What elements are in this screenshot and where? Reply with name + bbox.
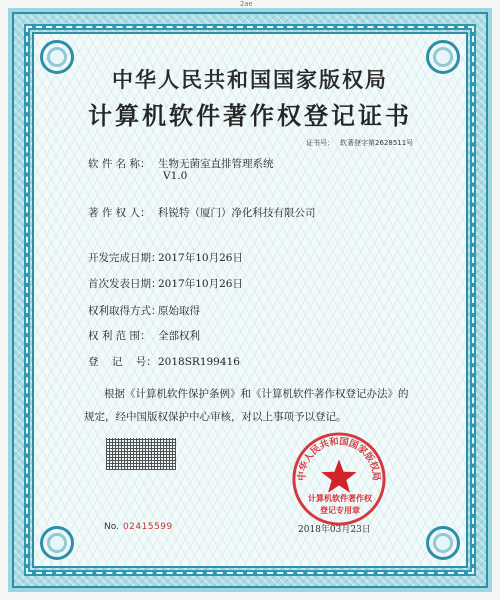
field-label: 著 作 权 人： bbox=[88, 207, 151, 219]
software-version: V1.0 bbox=[163, 170, 188, 182]
field-label: 权利取得方式： bbox=[88, 305, 162, 317]
legal-statement-line1: 根据《计算机软件保护条例》和《计算机软件著作权登记办法》的 bbox=[104, 388, 409, 400]
serial-prefix: No. bbox=[104, 522, 119, 532]
field-publication-date bbox=[88, 276, 243, 291]
field-acquisition-method bbox=[88, 303, 200, 318]
certificate-number-value: 软著登字第2628511号 bbox=[340, 139, 414, 147]
field-label: 权 利 范 围： bbox=[88, 330, 151, 342]
field-software-name bbox=[88, 156, 274, 171]
field-value: 生物无菌室直排管理系统 bbox=[158, 158, 274, 170]
field-copyright-owner bbox=[88, 205, 316, 220]
issue-date: 2018年03月23日 bbox=[298, 525, 371, 535]
legal-statement-line2: 规定，经中国版权保护中心审核，对以上事项予以登记。 bbox=[84, 411, 347, 423]
field-completion-date bbox=[88, 250, 243, 265]
seal-text-line1: 计算机软件著作权 bbox=[308, 494, 372, 503]
certificate-title: 计算机软件著作权登记证书 bbox=[88, 101, 412, 130]
corner-ornament-icon bbox=[40, 526, 74, 560]
issuer-title: 中华人民共和国国家版权局 bbox=[112, 67, 388, 92]
seal-arc-text: 中华人民共和国国家版权局 bbox=[296, 436, 382, 482]
field-value: 全部权利 bbox=[158, 330, 200, 342]
field-label: 登 记 号： bbox=[88, 356, 157, 368]
serial-number bbox=[104, 522, 173, 532]
field-value: 科锐特（厦门）净化科技有限公司 bbox=[158, 207, 316, 219]
field-label: 首次发表日期： bbox=[88, 278, 162, 290]
field-label: 软 件 名 称： bbox=[88, 158, 151, 170]
field-registration-number bbox=[88, 354, 240, 369]
field-value: 原始取得 bbox=[158, 305, 200, 317]
corner-ornament-icon bbox=[426, 526, 460, 560]
serial-number-value: 02415599 bbox=[122, 522, 173, 532]
certificate-number-label: 证书号： bbox=[306, 139, 334, 147]
field-rights-scope bbox=[88, 328, 200, 343]
seal-star-icon bbox=[321, 459, 356, 492]
field-value: 2017年10月26日 bbox=[158, 252, 243, 264]
seal-text-line2: 登记专用章 bbox=[320, 506, 360, 515]
field-label: 开发完成日期： bbox=[88, 252, 162, 264]
field-value: 2017年10月26日 bbox=[158, 278, 243, 290]
field-value: 2018SR199416 bbox=[158, 356, 240, 368]
qr-code-icon bbox=[106, 438, 176, 470]
top-handwritten-mark: 2ae bbox=[240, 0, 253, 8]
certificate-number bbox=[300, 138, 413, 148]
